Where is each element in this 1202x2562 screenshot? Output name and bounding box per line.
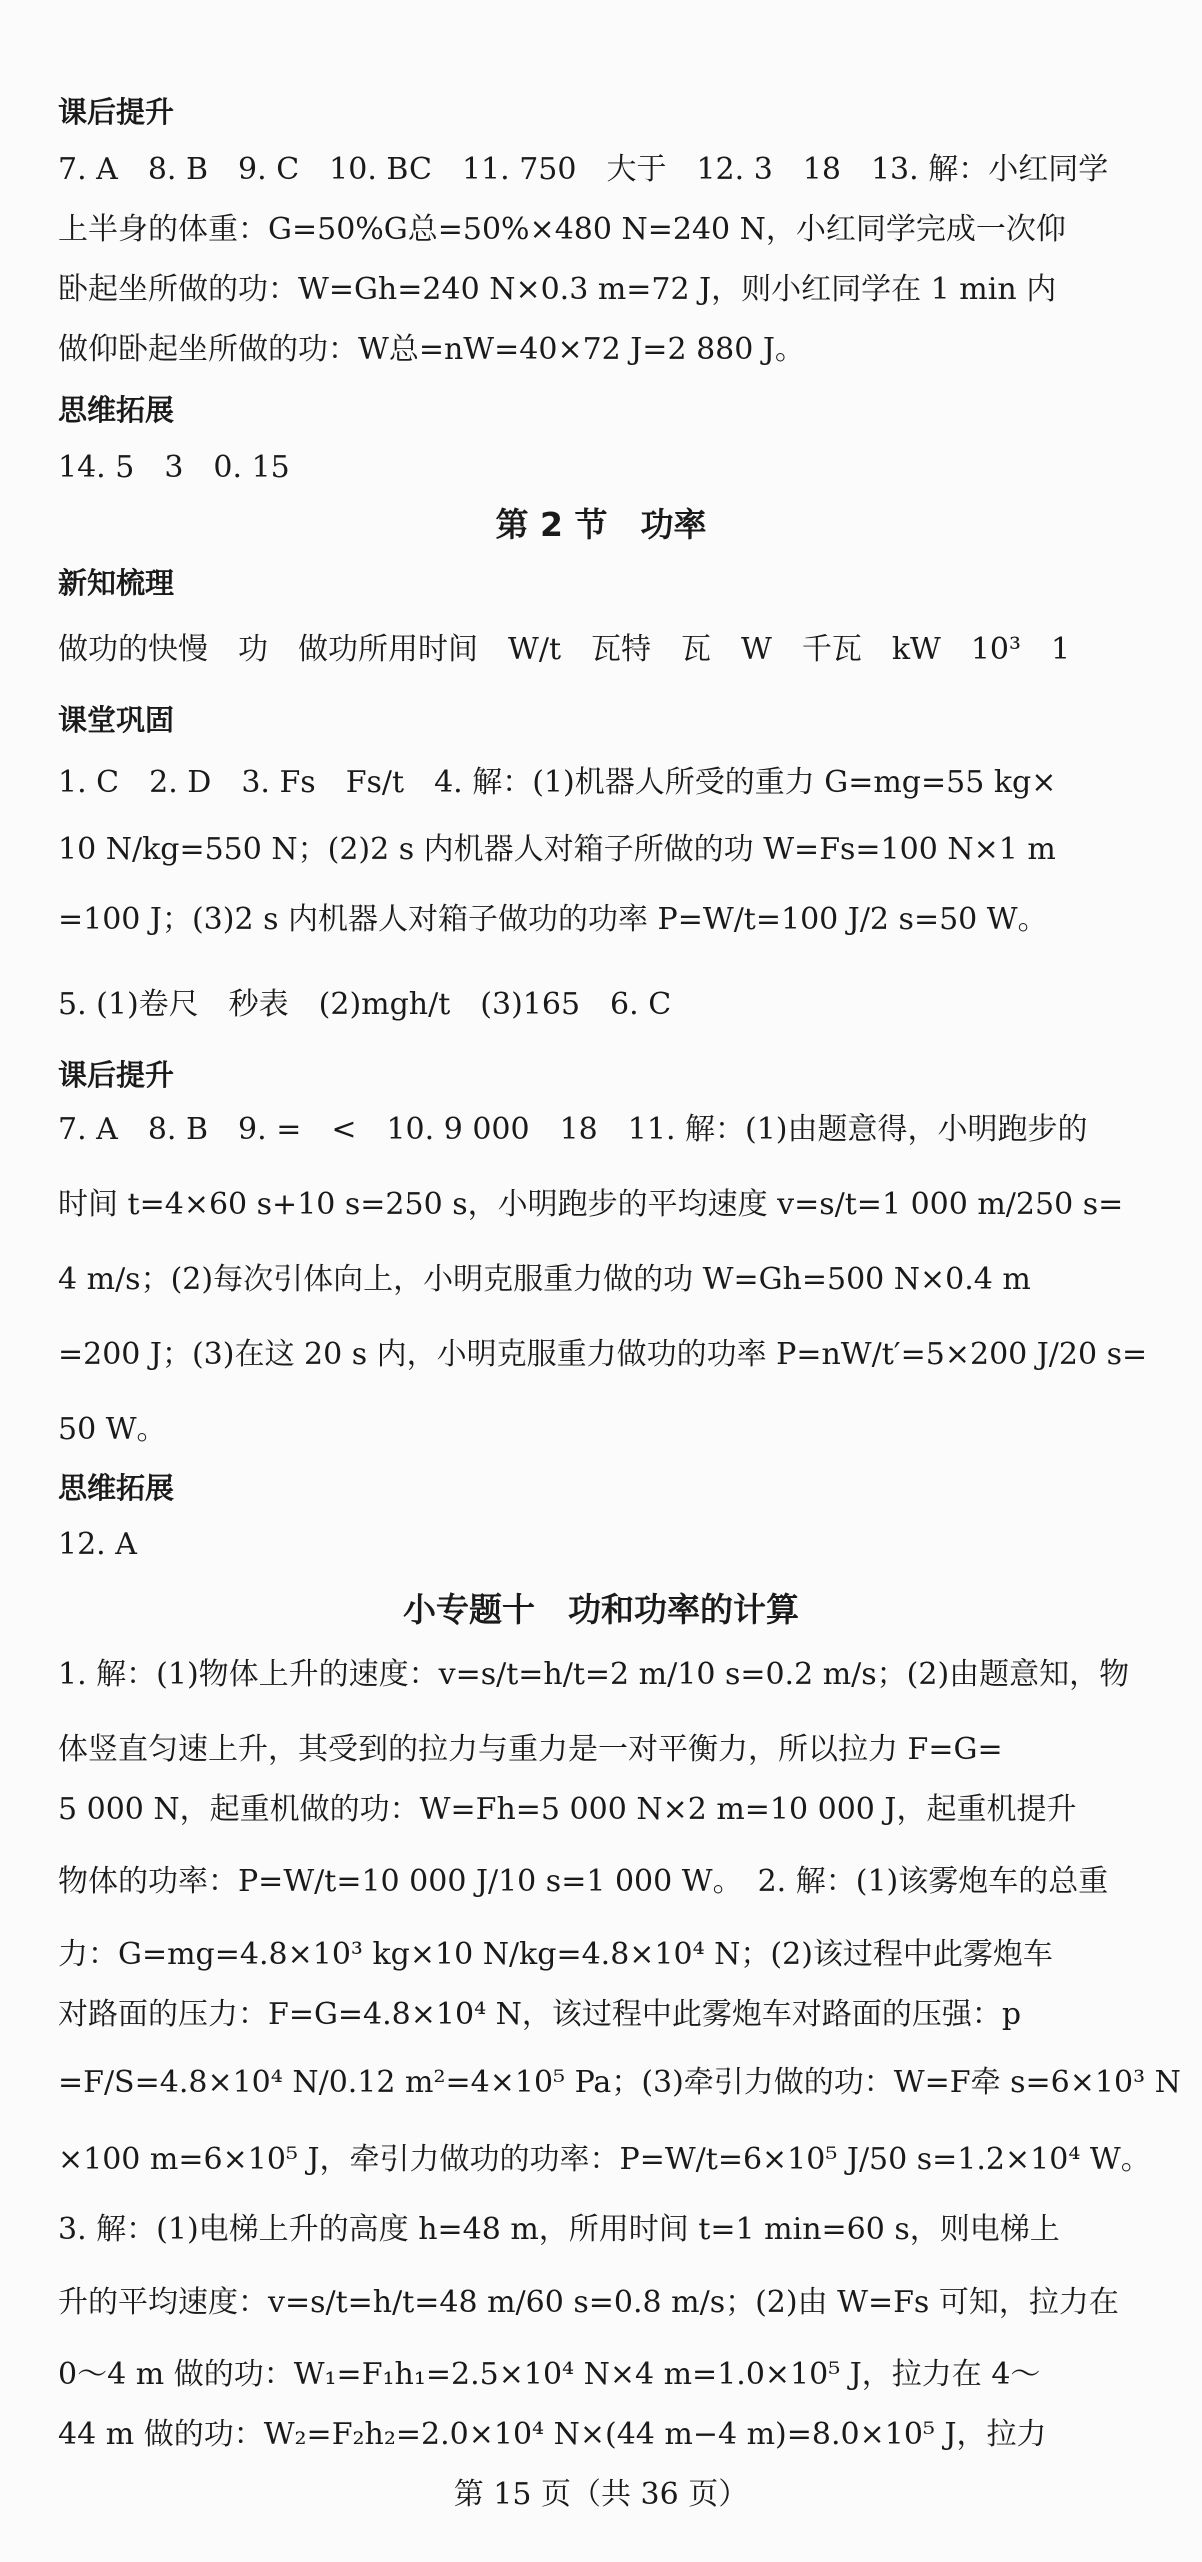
text-line: 体竖直匀速上升，其受到的拉力与重力是一对平衡力，所以拉力 F=G= <box>58 1732 1003 1767</box>
text-line: =200 J；(3)在这 20 s 内，小明克服重力做功的功率 P=nW/t′=5×200 J/20 s= <box>58 1337 1148 1372</box>
text-line: 卧起坐所做的功：W=Gh=240 N×0.3 m=72 J，则小红同学在 1 min 内 <box>58 272 1057 307</box>
text-line: 7. A 8. B 9. C 10. BC 11. 750 大于 12. 3 18 13. 解：小红同学 <box>58 152 1109 187</box>
text-line: 物体的功率：P=W/t=10 000 J/10 s=1 000 W。 2. 解：(1)该雾炮车的总重 <box>58 1864 1109 1899</box>
text-line: =F/S=4.8×10⁴ N/0.12 m²=4×10⁵ Pa；(3)牵引力做的功：W=F牵 s=6×10³ N <box>58 2065 1181 2100</box>
section-heading: 课后提升 <box>58 95 175 129</box>
text-line: 10 N/kg=550 N；(2)2 s 内机器人对箱子所做的功 W=Fs=100 N×1 m <box>58 832 1056 867</box>
text-line: 做功的快慢 功 做功所用时间 W/t 瓦特 瓦 W 千瓦 kW 10³ 1 <box>58 632 1071 667</box>
section-title: 第 2 节 功率 <box>495 505 707 544</box>
section-heading: 课后提升 <box>58 1058 175 1092</box>
text-line: 时间 t=4×60 s+10 s=250 s，小明跑步的平均速度 v=s/t=1 000 m/250 s= <box>58 1187 1124 1222</box>
section-heading: 新知梳理 <box>58 566 175 600</box>
text-line: 5 000 N，起重机做的功：W=Fh=5 000 N×2 m=10 000 J，起重机提升 <box>58 1792 1077 1827</box>
text-line: 升的平均速度：v=s/t=h/t=48 m/60 s=0.8 m/s；(2)由 W=Fs 可知，拉力在 <box>58 2285 1119 2320</box>
text-line: 14. 5 3 0. 15 <box>58 450 290 485</box>
text-line: 0～4 m 做的功：W₁=F₁h₁=2.5×10⁴ N×4 m=1.0×10⁵ J，拉力在 4～ <box>58 2357 1041 2392</box>
text-line: =100 J；(3)2 s 内机器人对箱子做功的功率 P=W/t=100 J/2 s=50 W。 <box>58 902 1048 937</box>
section-heading: 思维拓展 <box>58 393 175 427</box>
text-line: 力：G=mg=4.8×10³ kg×10 N/kg=4.8×10⁴ N；(2)该过程中此雾炮车 <box>58 1937 1053 1972</box>
text-line: 对路面的压力：F=G=4.8×10⁴ N，该过程中此雾炮车对路面的压强：p <box>58 1997 1022 2032</box>
section-heading: 课堂巩固 <box>58 703 175 737</box>
text-line: 4 m/s；(2)每次引体向上，小明克服重力做的功 W=Gh=500 N×0.4 m <box>58 1262 1031 1297</box>
text-line: 12. A <box>58 1527 137 1562</box>
text-line: 7. A 8. B 9. = < 10. 9 000 18 11. 解：(1)由题意得，小明跑步的 <box>58 1112 1088 1147</box>
text-line: ×100 m=6×10⁵ J，牵引力做功的功率：P=W/t=6×10⁵ J/50 s=1.2×10⁴ W。 <box>58 2142 1151 2177</box>
text-line: 1. 解：(1)物体上升的速度：v=s/t=h/t=2 m/10 s=0.2 m/s；(2)由题意知，物 <box>58 1657 1130 1692</box>
text-line: 44 m 做的功：W₂=F₂h₂=2.0×10⁴ N×(44 m−4 m)=8.0×10⁵ J，拉力 <box>58 2417 1047 2452</box>
section-heading: 思维拓展 <box>58 1471 175 1505</box>
text-line: 5. (1)卷尺 秒表 (2)mgh/t (3)165 6. C <box>58 987 672 1022</box>
page-footer: 第 15 页（共 36 页） <box>453 2477 749 2512</box>
text-line: 3. 解：(1)电梯上升的高度 h=48 m，所用时间 t=1 min=60 s，则电梯上 <box>58 2212 1060 2247</box>
text-line: 上半身的体重：G=50%G总=50%×480 N=240 N，小红同学完成一次仰 <box>58 212 1066 247</box>
text-line: 1. C 2. D 3. Fs Fs/t 4. 解：(1)机器人所受的重力 G=mg=55 kg× <box>58 765 1057 800</box>
section-title: 小专题十 功和功率的计算 <box>403 1590 799 1629</box>
text-line: 50 W。 <box>58 1412 167 1447</box>
text-line: 做仰卧起坐所做的功：W总=nW=40×72 J=2 880 J。 <box>58 332 805 367</box>
